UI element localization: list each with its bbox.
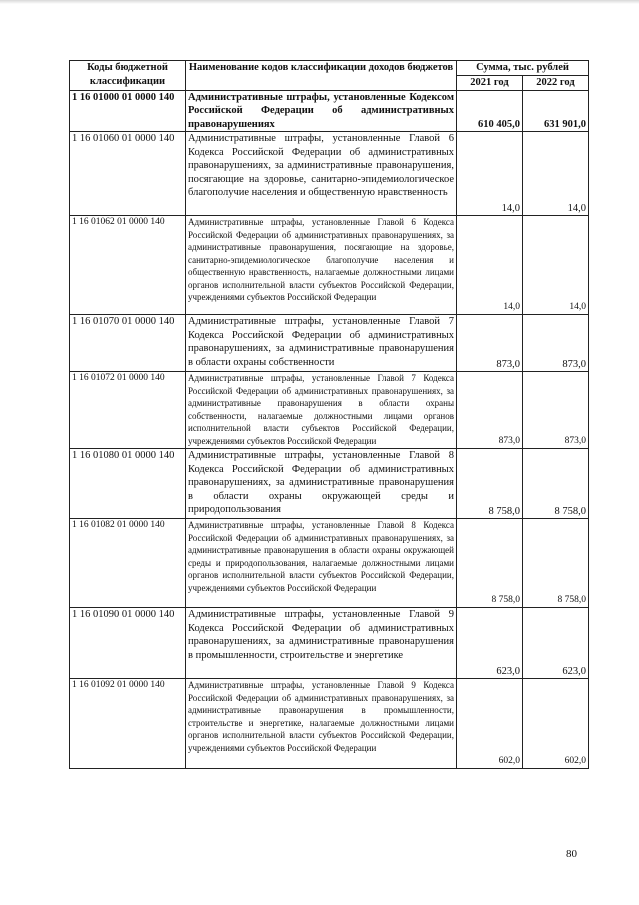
amount-2022: 8 758,0 xyxy=(523,449,589,519)
budget-code: 1 16 01092 01 0000 140 xyxy=(70,679,186,769)
header-year-2021: 2021 год xyxy=(457,76,523,91)
header-year-2022: 2022 год xyxy=(523,76,589,91)
amount-2021: 623,0 xyxy=(457,608,523,679)
budget-code: 1 16 01062 01 0000 140 xyxy=(70,216,186,315)
revenue-name: Административные штрафы, установленные Главой 8 Кодекса Российской Федерации об административных правонарушениях, за административные правонарушения в области охраны окружающей среды и природопользования, налагаемые должностными лицами органов исполнительной власти субъектов Российской Федерации, учреждениями субъектов Российской Федерации xyxy=(186,519,457,608)
budget-code: 1 16 01090 01 0000 140 xyxy=(70,608,186,679)
table-row xyxy=(70,216,589,315)
revenue-name: Административные штрафы, установленные Главой 9 Кодекса Российской Федерации об административных правонарушениях, за административные правонарушения в промышленности, строительстве и энергетике, налагаемые должностными лицами органов исполнительной власти субъектов Российской Федерации, учреждениями субъектов Российской Федерации xyxy=(186,679,457,769)
page-number: 80 xyxy=(566,848,577,860)
header-names: Наименование кодов классификации доходов бюджетов xyxy=(186,61,457,91)
amount-2022: 14,0 xyxy=(523,216,589,315)
revenue-name: Административные штрафы, установленные Главой 6 Кодекса Российской Федерации об административных правонарушениях, за административные правонарушения, посягающие на здоровье, санитарно-эпидемиологическое благополучие населения и общественную нравственность xyxy=(186,132,457,216)
amount-2021: 873,0 xyxy=(457,372,523,449)
amount-2022: 873,0 xyxy=(523,315,589,372)
revenue-name: Административные штрафы, установленные Главой 9 Кодекса Российской Федерации об административных правонарушениях, за административные правонарушения в промышленности, строительстве и энергетике xyxy=(186,608,457,679)
amount-2021: 602,0 xyxy=(457,679,523,769)
amount-2021: 14,0 xyxy=(457,216,523,315)
amount-2021: 14,0 xyxy=(457,132,523,216)
budget-code: 1 16 01080 01 0000 140 xyxy=(70,449,186,519)
revenue-name: Административные штрафы, установленные Главой 7 Кодекса Российской Федерации об административных правонарушениях, за административные правонарушения в области охраны собственности, налагаемые должностными лицами органов исполнительной власти субъектов Российской Федерации, учреждениями субъектов Российской Федерации xyxy=(186,372,457,449)
amount-2021: 873,0 xyxy=(457,315,523,372)
amount-2022: 623,0 xyxy=(523,608,589,679)
table-row xyxy=(70,132,589,216)
header-codes: Коды бюджетной классификации xyxy=(70,61,186,91)
table-row xyxy=(70,679,589,769)
table-row xyxy=(70,315,589,372)
amount-2021: 8 758,0 xyxy=(457,449,523,519)
budget-code: 1 16 01000 01 0000 140 xyxy=(70,90,186,132)
table-row xyxy=(70,372,589,449)
budget-code: 1 16 01072 01 0000 140 xyxy=(70,372,186,449)
revenue-name: Административные штрафы, установленные Главой 6 Кодекса Российской Федерации об административных правонарушениях, за административные правонарушения, посягающие на здоровье, санитарно-эпидемиологическое благополучие населения и общественную нравственность, налагаемые должностными лицами органов исполнительной власти субъектов Российской Федерации, учреждениями субъектов Российской Федерации xyxy=(186,216,457,315)
table-row xyxy=(70,519,589,608)
scan-edge xyxy=(0,0,639,4)
budget-code: 1 16 01060 01 0000 140 xyxy=(70,132,186,216)
table-row xyxy=(70,449,589,519)
revenue-codes-table xyxy=(69,60,589,769)
budget-code: 1 16 01082 01 0000 140 xyxy=(70,519,186,608)
amount-2021: 610 405,0 xyxy=(457,90,523,132)
header-sum: Сумма, тыс. рублей xyxy=(457,61,589,76)
revenue-name: Административные штрафы, установленные Главой 7 Кодекса Российской Федерации об административных правонарушениях, за административные правонарушения в области охраны собственности xyxy=(186,315,457,372)
amount-2022: 8 758,0 xyxy=(523,519,589,608)
budget-code: 1 16 01070 01 0000 140 xyxy=(70,315,186,372)
amount-2021: 8 758,0 xyxy=(457,519,523,608)
amount-2022: 602,0 xyxy=(523,679,589,769)
table-row xyxy=(70,608,589,679)
revenue-name: Административные штрафы, установленные Кодексом Российской Федерации об административных правонарушениях xyxy=(186,90,457,132)
revenue-name: Административные штрафы, установленные Главой 8 Кодекса Российской Федерации об административных правонарушениях, за административные правонарушения в области охраны окружающей среды и природопользования xyxy=(186,449,457,519)
amount-2022: 631 901,0 xyxy=(523,90,589,132)
amount-2022: 14,0 xyxy=(523,132,589,216)
amount-2022: 873,0 xyxy=(523,372,589,449)
table-row xyxy=(70,90,589,132)
